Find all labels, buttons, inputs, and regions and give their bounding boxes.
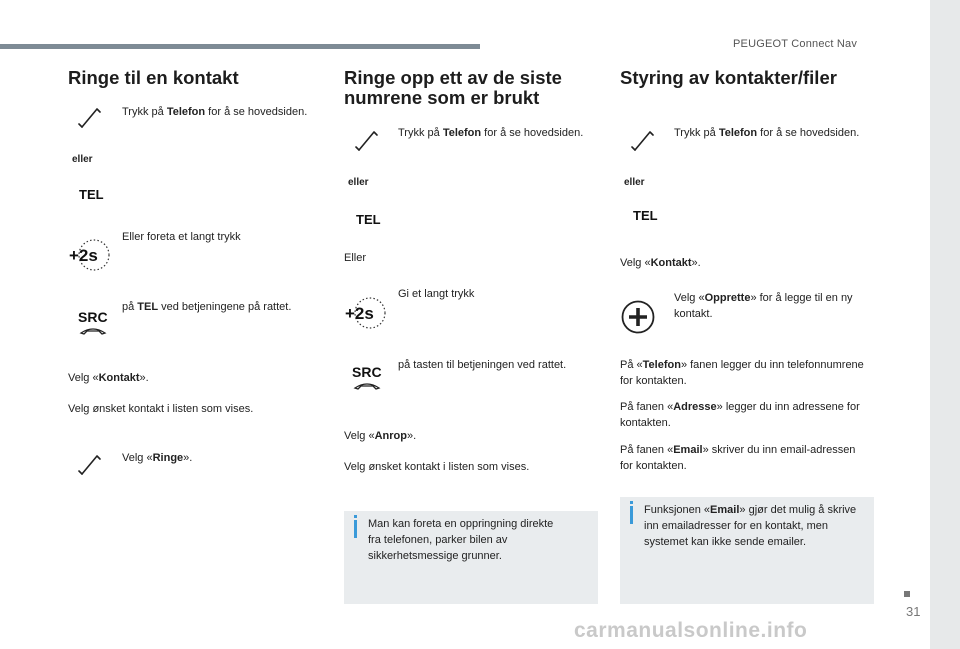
tel-label: TEL [356,212,381,227]
note-text: Man kan foreta en oppringning direkte fra telefonen, parker bilen av sikkerhetsmessige grunner. [368,518,554,562]
plus2s-text: +2s [69,246,98,265]
col3-title: Styring av kontakter/filer [620,67,837,88]
col3-p2: På fanen «Adresse» legger du inn adressene for kontakten. [620,401,860,429]
col3-p3: På fanen «Email» skriver du inn email-adressen for kontakten. [620,444,856,472]
handset-down-icon [352,381,382,391]
col3-eller: eller [624,177,645,188]
src-label: SRC [78,309,108,325]
col1-step2: Eller foreta et langt trykk [122,231,241,243]
phone-handset-icon [75,450,105,480]
phone-handset-icon [628,126,658,156]
tel-label: TEL [79,187,104,202]
long-press-2s-icon [344,293,388,333]
phone-handset-icon [75,103,105,133]
tel-label: TEL [633,208,658,223]
info-bar [354,520,357,538]
add-contact-plus-icon [620,299,656,335]
col1-step4: Velg «Ringe». [122,452,193,464]
col2-eller: eller [348,177,369,188]
note-text: Funksjonen «Email» gjør det mulig å skrive inn emailadresser for en kontakt, men systemet kan ikke sende emailer. [644,504,857,548]
info-icon [354,515,357,518]
info-bar [630,506,633,524]
col1-step1: Trykk på Telefon for å se hovedsiden. [122,106,308,118]
handset-down-icon [78,326,108,336]
col2-step1: Trykk på Telefon for å se hovedsiden. [398,127,584,139]
col1-title: Ringe til en kontakt [68,67,239,88]
src-label: SRC [352,364,382,380]
col2-line1: Velg «Anrop». [344,430,417,442]
col2-title: Ringe opp ett av de siste numrene som er brukt [344,67,562,108]
page-number: 31 [906,604,921,619]
col3-step1: Trykk på Telefon for å se hovedsiden. [674,127,860,139]
col3-line1: Velg «Kontakt». [620,257,701,269]
col1-line2: Velg ønsket kontakt i listen som vises. [68,403,254,415]
src-phone-button-icon [352,364,388,391]
page-edge-band [930,0,960,649]
phone-handset-icon [352,126,382,156]
col3-p1: På «Telefon» fanen legger du inn telefonnumrene for kontakten. [620,359,864,387]
col1-eller: eller [72,154,93,165]
col2-step3: på tasten til betjeningen ved rattet. [398,359,567,371]
col2-step2: Gi et langt trykk [398,288,475,300]
col2-eller2: Eller [344,252,367,264]
watermark: carmanualsonline.info [574,619,808,642]
col2-line2: Velg ønsket kontakt i listen som vises. [344,461,530,473]
info-icon [630,501,633,504]
header-brand: PEUGEOT Connect Nav [733,38,858,50]
long-press-2s-icon [68,235,112,275]
header-rule [0,44,480,49]
plus2s-text: +2s [345,304,374,323]
col3-step2: Velg «Opprette» for å legge til en ny kontakt. [674,292,853,320]
col1-step3: på TEL ved betjeningene på rattet. [122,301,292,313]
col1-line1: Velg «Kontakt». [68,372,149,384]
src-phone-button-icon [78,309,114,336]
info-note [344,511,598,604]
page-marker [904,591,910,597]
info-note [620,497,874,604]
